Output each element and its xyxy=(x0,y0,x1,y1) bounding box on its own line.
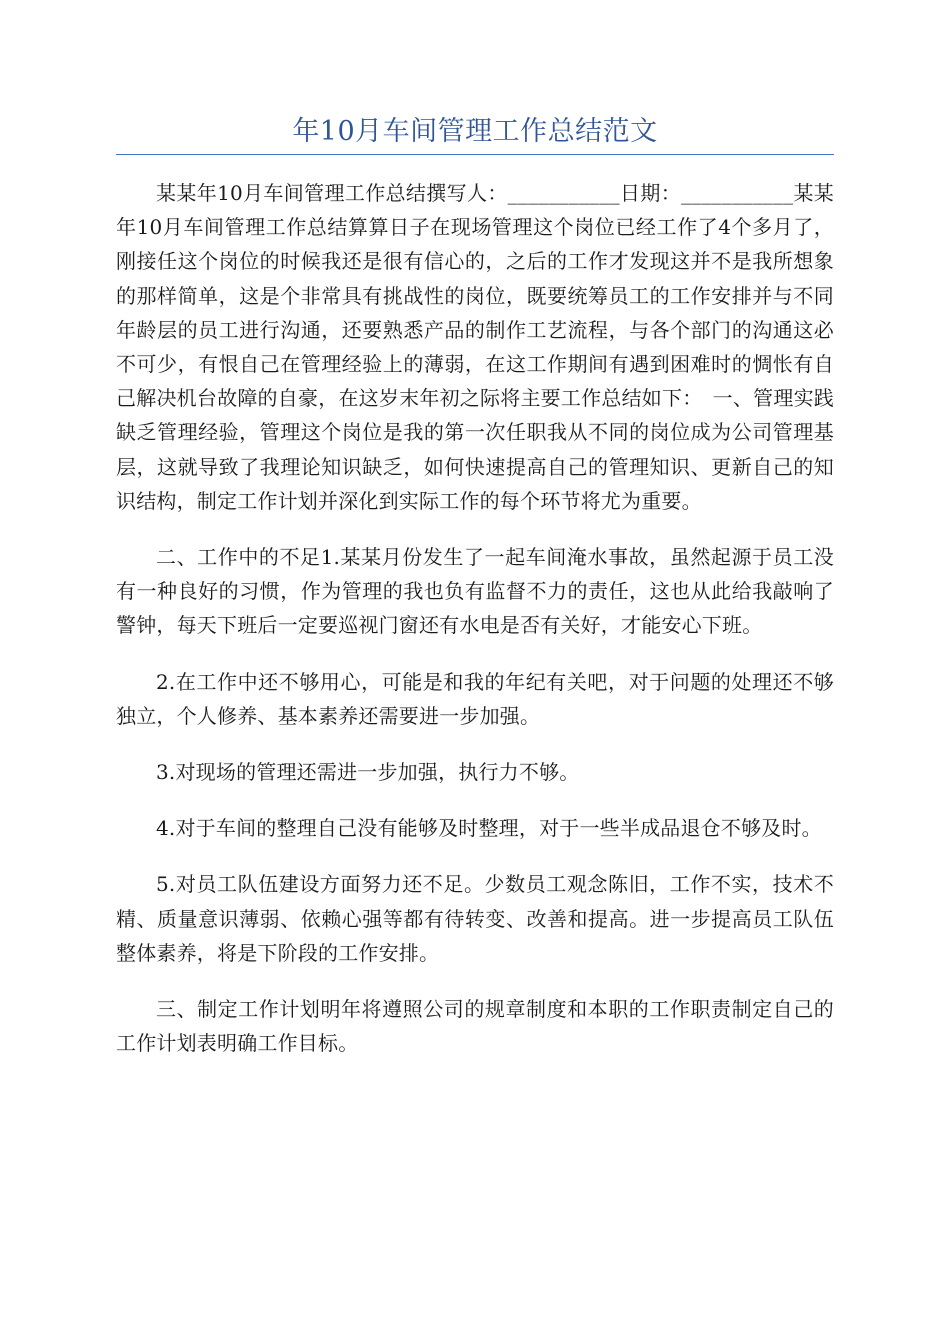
document-title: 年10月车间管理工作总结范文 xyxy=(292,116,658,147)
document-body xyxy=(116,176,834,1082)
paragraph-shortcomings: 二、工作中的不足1.某某月份发生了一起车间淹水事故，虽然起源于员工没有一种良好的习惯，作为管理的我也负有监督不力的责任，这也从此给我敲响了警钟，每天下班后一定要巡视门窗还有水电是否有关好，才能安心下班。 xyxy=(116,545,834,638)
title-underline xyxy=(116,154,834,155)
paragraph-plan: 三、制定工作计划明年将遵照公司的规章制度和本职的工作职责制定自己的工作计划表明确工作目标。 xyxy=(116,997,834,1056)
paragraph-item-2: 2.在工作中还不够用心，可能是和我的年纪有关吧，对于问题的处理还不够独立，个人修养、基本素养还需要进一步加强。 xyxy=(116,669,834,728)
paragraph-item-5: 5.对员工队伍建设方面努力还不足。少数员工观念陈旧，工作不实，技术不精、质量意识薄弱、依赖心强等都有待转变、改善和提高。进一步提高员工队伍整体素养，将是下阶段的工作安排。 xyxy=(116,872,834,965)
paragraph-item-3: 3.对现场的管理还需进一步加强，执行力不够。 xyxy=(156,760,580,785)
paragraph-intro: 某某年10月车间管理工作总结撰写人：___________日期：___________某某年10月车间管理工作总结算算日子在现场管理这个岗位已经工作了4个多月了，刚接任这个岗位的时候我还是很有信心的，之后的工作才发现这并不是我所想象的那样简单，这是个非常具有挑战性的岗位，既要统筹员工的工作安排并与不同年龄层的员工进行沟通，还要熟悉产品的制作工艺流程，与各个部门的沟通这必不可少，有恨自己在管理经验上的薄弱，在这工作期间有遇到困难时的惆怅有自己解决机台故障的自豪，在这岁末年初之际将主要工作总结如下： 一、管理实践缺乏管理经验，管理这个岗位是我的第一次任职我从不同的岗位成为公司管理基层，这就导致了我理论知识缺乏，如何快速提高自己的管理知识、更新自己的知识结构，制定工作计划并深化到实际工作的每个环节将尤为重要。 xyxy=(116,181,834,513)
paragraph-item-4: 4.对于车间的整理自己没有能够及时整理，对于一些半成品退仓不够及时。 xyxy=(156,816,822,841)
